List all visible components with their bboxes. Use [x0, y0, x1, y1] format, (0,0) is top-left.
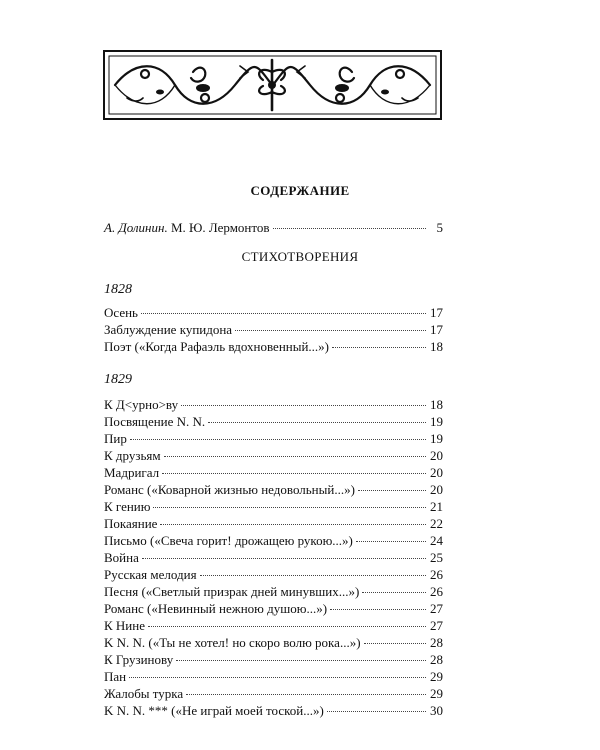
- toc-entry[interactable]: [104, 464, 443, 481]
- dot-leader: [164, 456, 426, 457]
- dot-leader: [362, 592, 426, 593]
- dot-leader: [129, 677, 426, 678]
- toc-entry[interactable]: [104, 396, 443, 413]
- dot-leader: [142, 558, 426, 559]
- entry-title: К Д<урно>ву: [104, 397, 179, 412]
- dot-leader: [327, 711, 426, 712]
- toc-entry[interactable]: [104, 413, 443, 430]
- toc-entry[interactable]: [104, 549, 443, 566]
- entry-title: Пир: [104, 431, 127, 446]
- dot-leader: [148, 626, 426, 627]
- page-number: 19: [430, 414, 443, 429]
- page-number: 27: [430, 601, 443, 616]
- toc-entry[interactable]: [104, 447, 443, 464]
- entry-title: Покаяние: [104, 516, 158, 531]
- contents-heading: СОДЕРЖАНИЕ: [250, 183, 350, 198]
- toc-entry[interactable]: [104, 430, 443, 447]
- page-number: 26: [430, 567, 443, 582]
- page-number: 18: [430, 397, 443, 412]
- page-number: 24: [430, 533, 443, 548]
- toc-entry[interactable]: [104, 583, 443, 600]
- page-number: 20: [430, 448, 443, 463]
- page-number: 22: [430, 516, 443, 531]
- entry-title: Романс («Невинный нежною душою...»): [104, 601, 328, 616]
- page-number: 21: [430, 499, 443, 514]
- page-number: 20: [430, 465, 443, 480]
- floral-ornament-icon: [105, 52, 440, 118]
- toc-entry[interactable]: [104, 321, 443, 338]
- entry-title: Жалобы турка: [104, 686, 184, 701]
- dot-leader: [162, 473, 426, 474]
- page-number: 27: [430, 618, 443, 633]
- toc-entry[interactable]: [104, 566, 443, 583]
- page-number: 17: [430, 305, 443, 320]
- entry-title: Поэт («Когда Рафаэль вдохновенный...»): [104, 339, 330, 354]
- dot-leader: [356, 541, 426, 542]
- page-number: 26: [430, 584, 443, 599]
- toc-entry[interactable]: [104, 685, 443, 702]
- entry-title: [104, 219, 270, 236]
- entry-title: Русская мелодия: [104, 567, 197, 582]
- entry-title: Война: [104, 550, 139, 565]
- entry-title: К Грузинову: [104, 652, 174, 667]
- toc-entry[interactable]: [104, 515, 443, 532]
- dot-leader: [153, 507, 426, 508]
- entry-title: K N. N. *** («Не играй моей тоской...»): [104, 703, 324, 718]
- entry-title: К гению: [104, 499, 151, 514]
- entry-author: А. Долинин.: [104, 220, 168, 235]
- toc-entry[interactable]: [104, 668, 443, 685]
- entry-title: Посвящение N. N.: [104, 414, 206, 429]
- toc-entry[interactable]: [104, 617, 443, 634]
- toc-entry[interactable]: [104, 532, 443, 549]
- toc-entry[interactable]: [104, 634, 443, 651]
- toc-entry[interactable]: [104, 481, 443, 498]
- decorative-ornament-border: [103, 50, 442, 120]
- toc-entry[interactable]: [104, 651, 443, 668]
- dot-leader: [332, 347, 426, 348]
- entry-title-text: М. Ю. Лермонтов: [170, 220, 270, 235]
- dot-leader: [200, 575, 426, 576]
- entry-title: Мадригал: [104, 465, 160, 480]
- dot-leader: [176, 660, 426, 661]
- toc-entry[interactable]: [104, 498, 443, 515]
- dot-leader: [330, 609, 426, 610]
- toc-entry[interactable]: [104, 304, 443, 321]
- entry-title: К Нине: [104, 618, 145, 633]
- dot-leader: [364, 643, 426, 644]
- page-number: 5: [436, 220, 443, 235]
- dot-leader: [181, 405, 426, 406]
- dot-leader: [141, 313, 426, 314]
- entry-title: K N. N. («Ты не хотел! но скоро волю рока...»): [104, 635, 361, 650]
- entry-title: Песня («Светлый призрак дней минувших...»): [104, 584, 360, 599]
- toc-list-1829: [104, 396, 443, 719]
- page-number: 29: [430, 669, 443, 684]
- page-number: 18: [430, 339, 443, 354]
- page-number: 30: [430, 703, 443, 718]
- dot-leader: [235, 330, 426, 331]
- dot-leader: [186, 694, 426, 695]
- year-heading-1829: 1829: [104, 372, 132, 387]
- toc-entry-intro[interactable]: [104, 219, 443, 236]
- dot-leader: [273, 228, 426, 229]
- dot-leader: [358, 490, 426, 491]
- page-number: 25: [430, 550, 443, 565]
- entry-title: К друзьям: [104, 448, 161, 463]
- page-number: 17: [430, 322, 443, 337]
- dot-leader: [208, 422, 426, 423]
- entry-title: Заблуждение купидона: [104, 322, 233, 337]
- toc-list-1828: [104, 304, 443, 355]
- entry-title: Осень: [104, 305, 138, 320]
- section-title: СТИХОТВОРЕНИЯ: [241, 249, 359, 264]
- page-number: 28: [430, 652, 443, 667]
- page-number: 29: [430, 686, 443, 701]
- entry-title: Письмо («Свеча горит! дрожащею рукою...»): [104, 533, 353, 548]
- toc-entry[interactable]: [104, 600, 443, 617]
- toc-entry[interactable]: [104, 702, 443, 719]
- dot-leader: [160, 524, 426, 525]
- entry-title: Романс («Коварной жизнью недовольный...»): [104, 482, 355, 497]
- toc-entry[interactable]: [104, 338, 443, 355]
- year-heading-1828: 1828: [104, 282, 132, 297]
- entry-title: Пан: [104, 669, 127, 684]
- page-number: 19: [430, 431, 443, 446]
- page-number: 28: [430, 635, 443, 650]
- page-number: 20: [430, 482, 443, 497]
- dot-leader: [130, 439, 426, 440]
